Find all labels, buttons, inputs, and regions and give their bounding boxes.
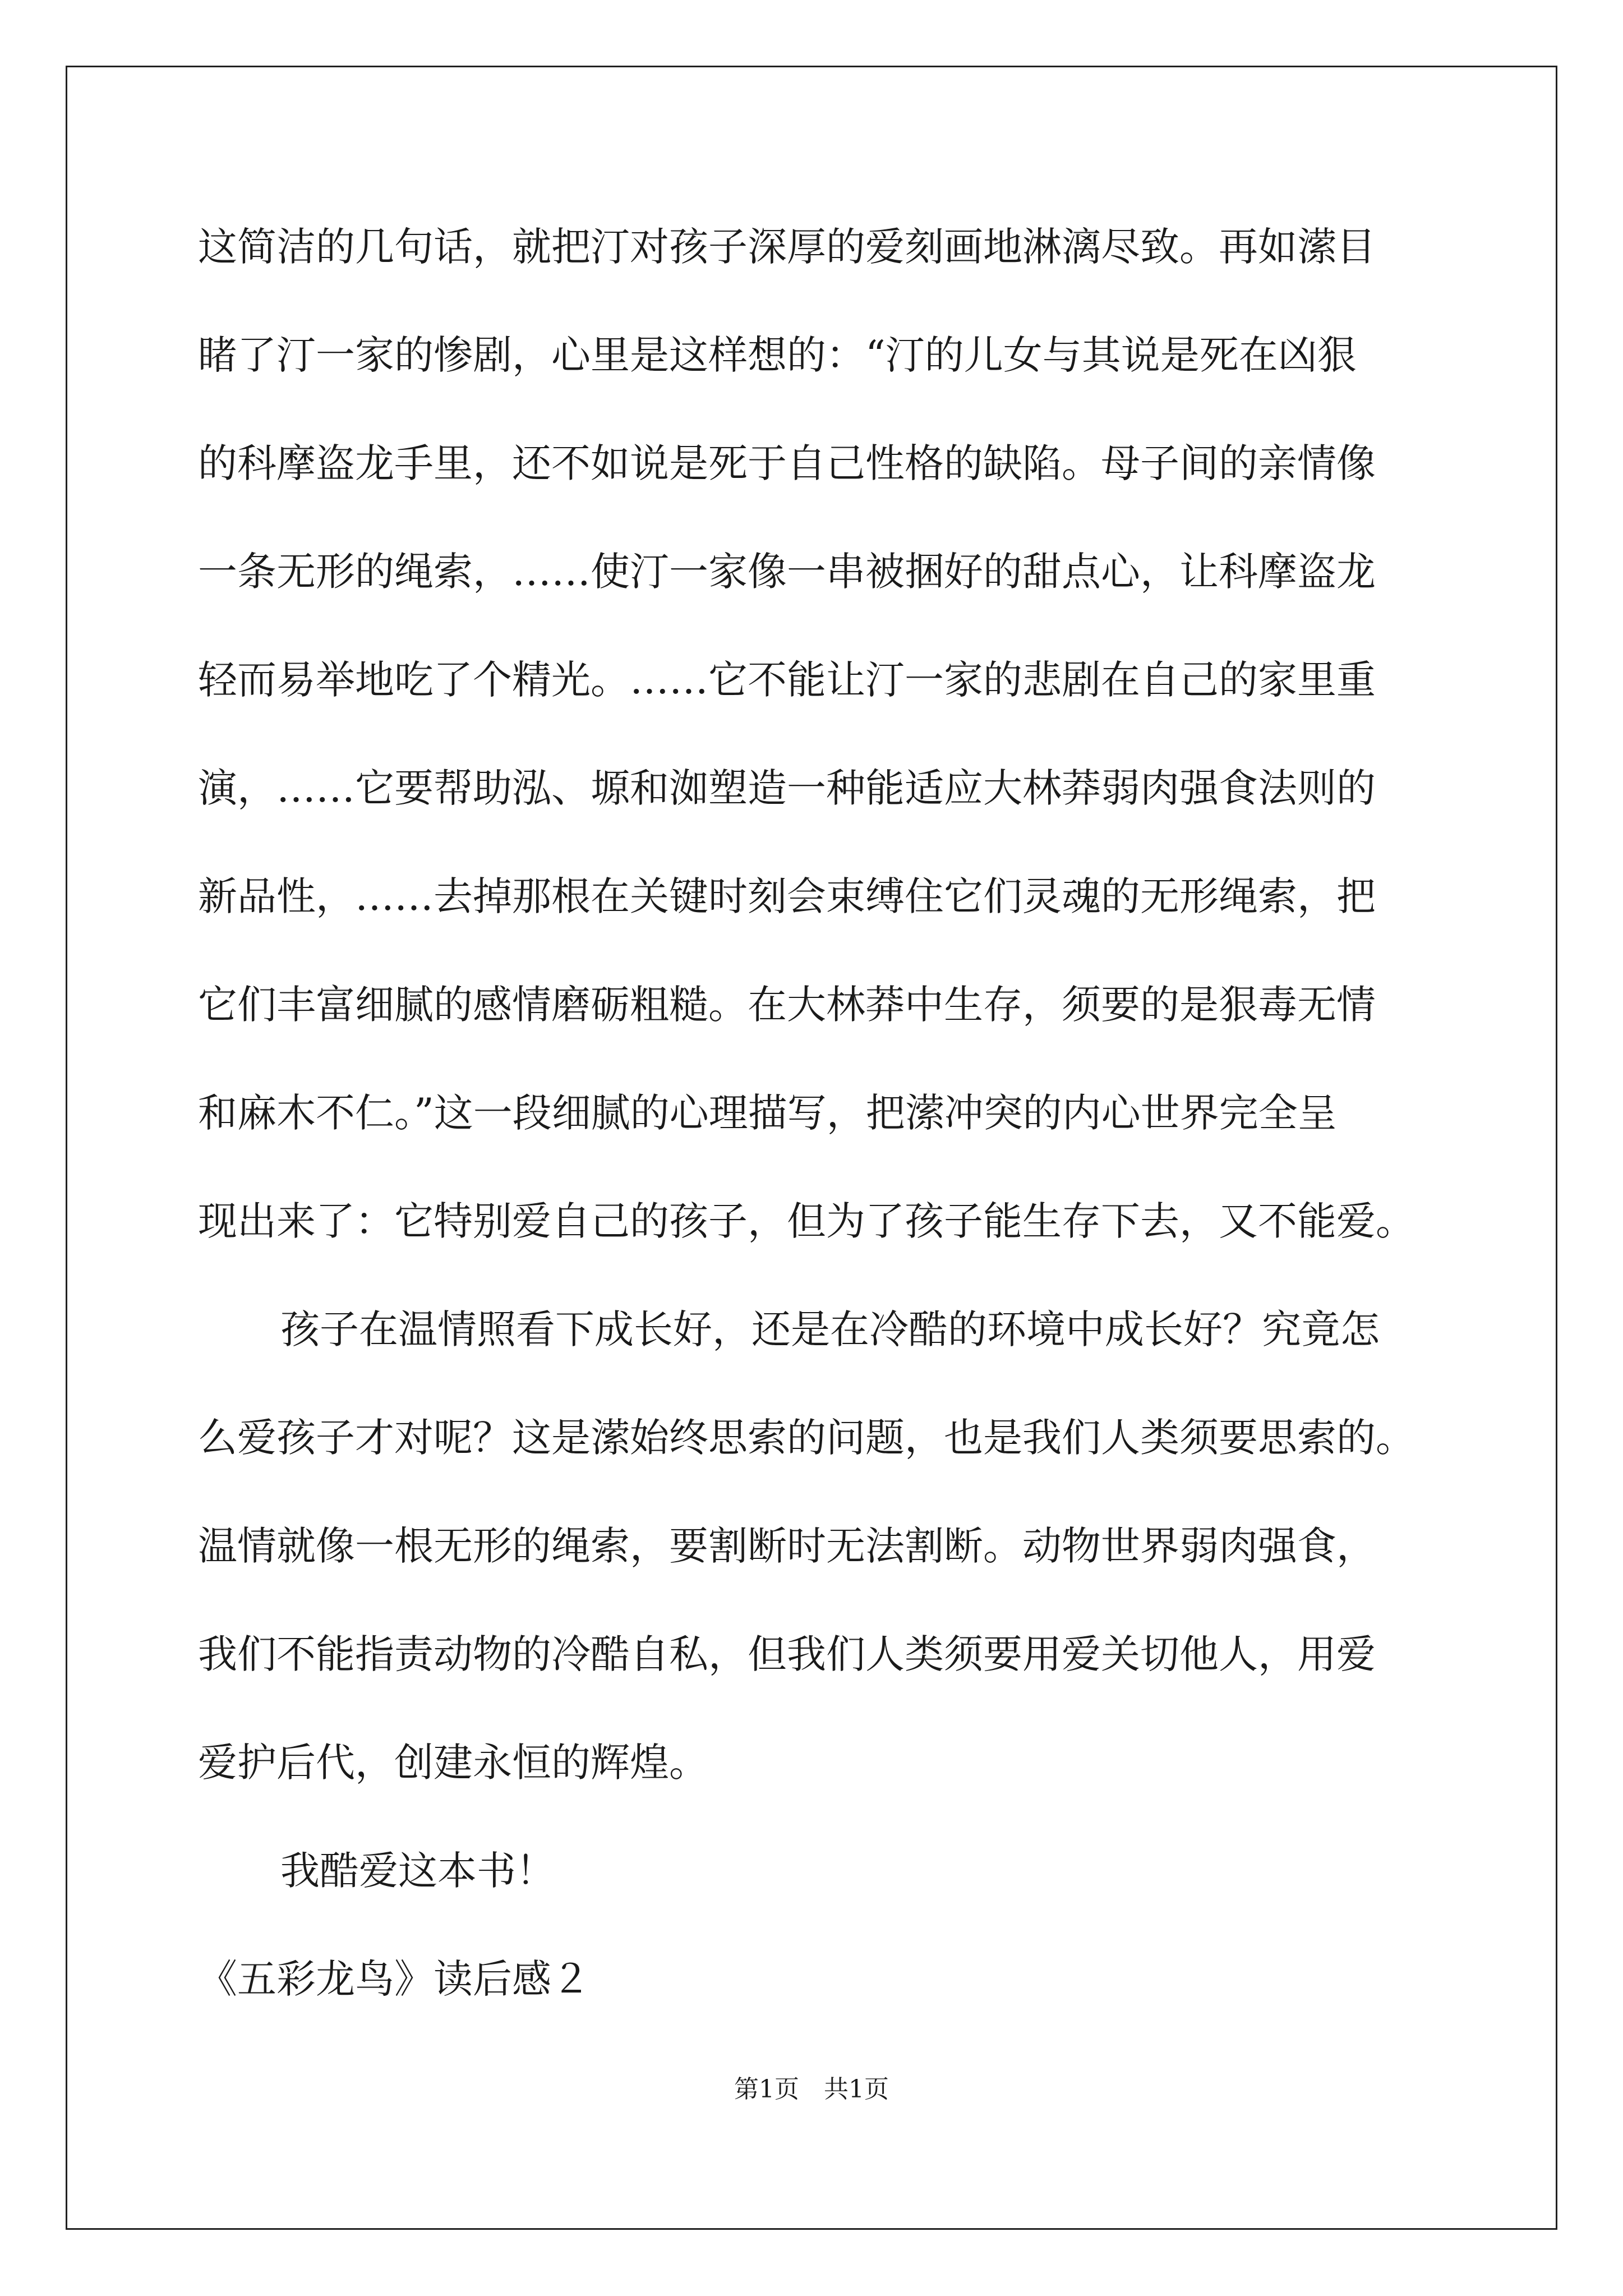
body-line-7: 新品性，……去掉那根在关键时刻会束缚住它们灵魂的无形绳索，把 [198,873,1376,919]
body-line-6: 演，……它要帮助泓、塬和洳塑造一种能适应大林莽弱肉强食法则的 [198,765,1376,811]
page-border [66,66,1557,2230]
paragraph-2-line-2: 么爱孩子才对呢？这是潆始终思索的问题，也是我们人类须要思索的。 [198,1415,1415,1461]
paragraph-2-line-4: 我们不能指责动物的冷酷自私，但我们人类须要用爱关切他人，用爱 [198,1631,1376,1677]
body-line-1: 这简洁的几句话，就把汀对孩子深厚的爱刻画地淋漓尽致。再如潆目 [198,224,1376,270]
body-line-4: 一条无形的绳索，……使汀一家像一串被捆好的甜点心，让科摩盗龙 [198,549,1376,595]
paragraph-2-line-1: 孩子在温情照看下成长好，还是在冷酷的环境中成长好？究竟怎 [280,1306,1380,1352]
body-line-10: 现出来了：它特别爱自己的孩子，但为了孩子能生存下去，又不能爱。 [198,1198,1415,1244]
body-line-8: 它们丰富细腻的感情磨砺粗糙。在大林莽中生存，须要的是狠毒无情 [198,982,1376,1028]
body-line-3: 的科摩盗龙手里，还不如说是死于自己性格的缺陷。母子间的亲情像 [198,440,1376,486]
body-line-5: 轻而易举地吃了个精光。……它不能让汀一家的悲剧在自己的家里重 [198,657,1376,703]
body-line-2: 睹了汀一家的惨剧，心里是这样想的：“汀的儿女与其说是死在凶狠 [198,332,1357,378]
page-number-footer: 第1页 共1页 [734,2075,889,2104]
section-heading: 《五彩龙鸟》读后感２ [198,1956,591,2002]
paragraph-2-line-3: 温情就像一根无形的绳索，要割断时无法割断。动物世界弱肉强食， [198,1523,1376,1569]
closing-sentence: 我酷爱这本书！ [280,1848,555,1894]
body-line-9: 和麻木不仁。”这一段细腻的心理描写，把潆冲突的内心世界完全呈 [198,1090,1337,1136]
paragraph-2-line-5: 爱护后代，创建永恒的辉煌。 [198,1740,708,1786]
